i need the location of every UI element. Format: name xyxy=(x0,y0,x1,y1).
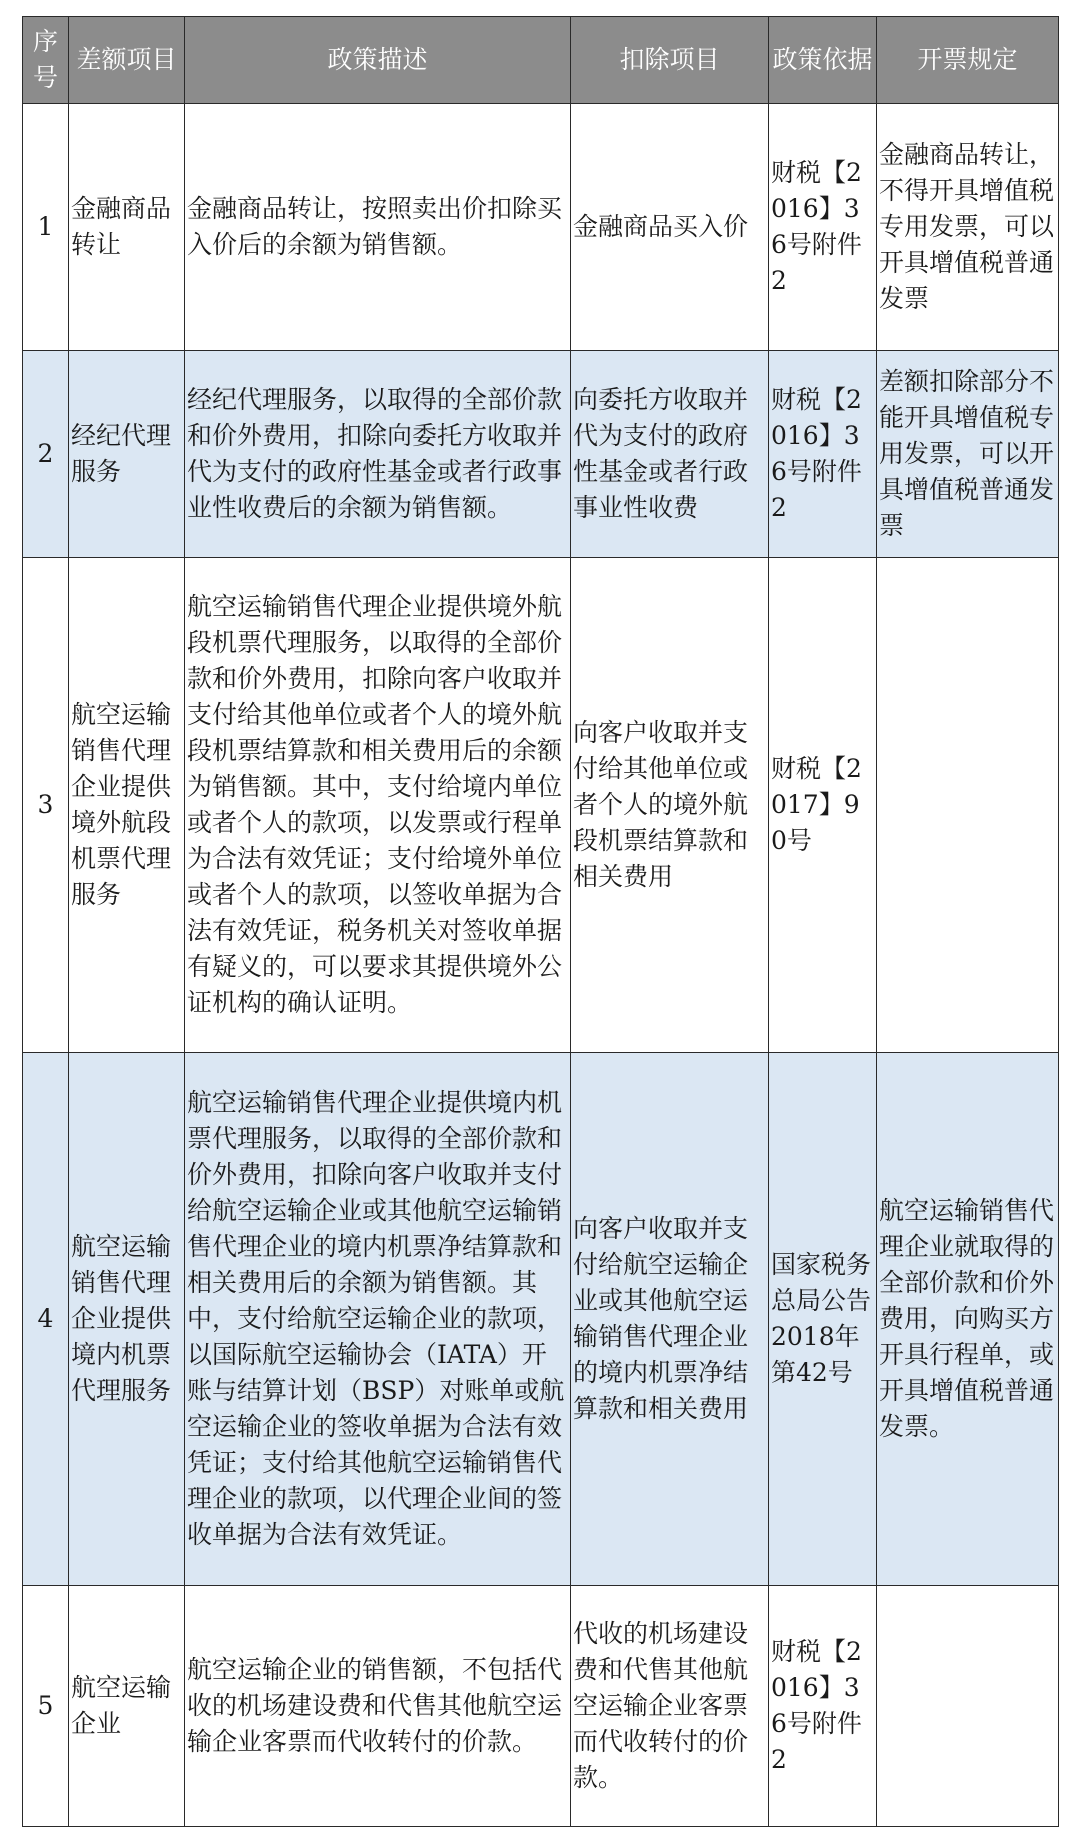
cell-invoice xyxy=(877,1586,1059,1827)
cell-item: 航空运输销售代理企业提供境内机票代理服务 xyxy=(69,1053,185,1586)
header-row xyxy=(23,17,1059,104)
header-invoice: 开票规定 xyxy=(877,17,1059,104)
cell-seq: 3 xyxy=(23,558,69,1053)
cell-invoice xyxy=(877,558,1059,1053)
cell-basis: 财税【2017】90号 xyxy=(769,558,877,1053)
table-row xyxy=(23,1586,1059,1827)
table-row xyxy=(23,104,1059,351)
cell-invoice: 差额扣除部分不能开具增值税专用发票，可以开具增值税普通发票 xyxy=(877,351,1059,558)
cell-item: 金融商品转让 xyxy=(69,104,185,351)
cell-basis: 财税【2016】36号附件2 xyxy=(769,104,877,351)
cell-deduction: 代收的机场建设费和代售其他航空运输企业客票而代收转付的价款。 xyxy=(571,1586,769,1827)
cell-policy: 航空运输销售代理企业提供境外航段机票代理服务，以取得的全部价款和价外费用，扣除向客户收取并支付给其他单位或者个人的境外航段机票结算款和相关费用后的余额为销售额。其中，支付给境内单位或者个人的款项，以发票或行程单为合法有效凭证；支付给境外单位或者个人的款项，以签收单据为合法有效凭证，税务机关对签收单据有疑义的，可以要求其提供境外公证机构的确认证明。 xyxy=(185,558,571,1053)
policy-sheet xyxy=(22,16,1058,1827)
cell-deduction: 向客户收取并支付给其他单位或者个人的境外航段机票结算款和相关费用 xyxy=(571,558,769,1053)
cell-basis: 财税【2016】36号附件2 xyxy=(769,351,877,558)
header-basis: 政策依据 xyxy=(769,17,877,104)
cell-seq: 2 xyxy=(23,351,69,558)
cell-item: 航空运输销售代理企业提供境外航段机票代理服务 xyxy=(69,558,185,1053)
table-row xyxy=(23,558,1059,1053)
header-seq: 序号 xyxy=(23,17,69,104)
cell-policy: 航空运输销售代理企业提供境内机票代理服务，以取得的全部价款和价外费用，扣除向客户收取并支付给航空运输企业或其他航空运输销售代理企业的境内机票净结算款和相关费用后的余额为销售额。其中，支付给航空运输企业的款项，以国际航空运输协会（IATA）开账与结算计划（BSP）对账单或航空运输企业的签收单据为合法有效凭证；支付给其他航空运输销售代理企业的款项，以代理企业间的签收单据为合法有效凭证。 xyxy=(185,1053,571,1586)
cell-invoice: 航空运输销售代理企业就取得的全部价款和价外费用，向购买方开具行程单，或开具增值税普通发票。 xyxy=(877,1053,1059,1586)
cell-item: 航空运输企业 xyxy=(69,1586,185,1827)
cell-policy: 航空运输企业的销售额，不包括代收的机场建设费和代售其他航空运输企业客票而代收转付的价款。 xyxy=(185,1586,571,1827)
header-deduction: 扣除项目 xyxy=(571,17,769,104)
table-row xyxy=(23,351,1059,558)
cell-invoice: 金融商品转让，不得开具增值税专用发票，可以开具增值税普通发票 xyxy=(877,104,1059,351)
deduction-policy-table xyxy=(22,16,1059,1827)
cell-basis: 国家税务总局公告2018年第42号 xyxy=(769,1053,877,1586)
cell-policy: 经纪代理服务，以取得的全部价款和价外费用，扣除向委托方收取并代为支付的政府性基金或者行政事业性收费后的余额为销售额。 xyxy=(185,351,571,558)
table-row xyxy=(23,1053,1059,1586)
cell-seq: 5 xyxy=(23,1586,69,1827)
cell-deduction: 金融商品买入价 xyxy=(571,104,769,351)
cell-deduction: 向委托方收取并代为支付的政府性基金或者行政事业性收费 xyxy=(571,351,769,558)
cell-basis: 财税【2016】36号附件2 xyxy=(769,1586,877,1827)
cell-seq: 1 xyxy=(23,104,69,351)
cell-item: 经纪代理服务 xyxy=(69,351,185,558)
cell-deduction: 向客户收取并支付给航空运输企业或其他航空运输销售代理企业的境内机票净结算款和相关费用 xyxy=(571,1053,769,1586)
cell-policy: 金融商品转让，按照卖出价扣除买入价后的余额为销售额。 xyxy=(185,104,571,351)
header-policy: 政策描述 xyxy=(185,17,571,104)
cell-seq: 4 xyxy=(23,1053,69,1586)
header-item: 差额项目 xyxy=(69,17,185,104)
